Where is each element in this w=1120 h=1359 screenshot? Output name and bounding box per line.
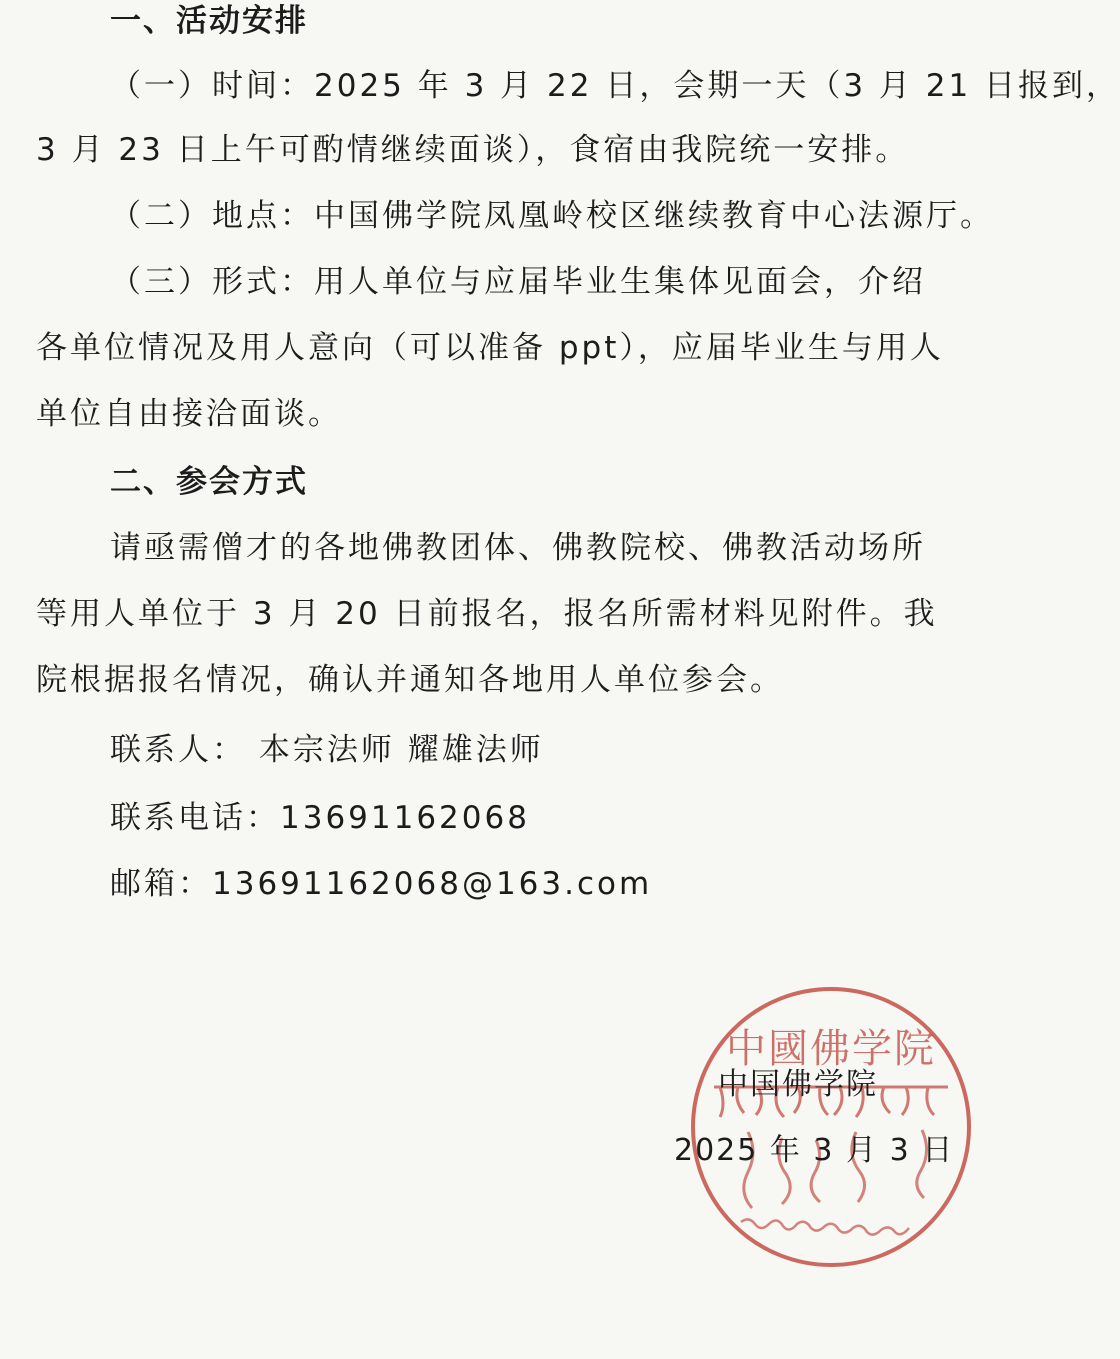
- seal-uyghur-script: [741, 1219, 909, 1234]
- paragraph-format-line-3: 单位自由接洽面谈。: [36, 396, 342, 432]
- seal-title: 中國佛学院: [726, 1026, 936, 1072]
- paragraph-location: （二）地点：中国佛学院凤凰岭校区继续教育中心法源厅。: [110, 198, 994, 234]
- contact-email: 邮箱：13691162068@163.com: [110, 866, 653, 902]
- contact-person: 联系人： 本宗法师 耀雄法师: [110, 732, 544, 768]
- paragraph-participation-line-1: 请亟需僧才的各地佛教团体、佛教院校、佛教活动场所: [110, 530, 926, 566]
- paragraph-participation-line-3: 院根据报名情况，确认并通知各地用人单位参会。: [36, 662, 784, 698]
- signature-date: 2025 年 3 月 3 日: [674, 1133, 955, 1168]
- paragraph-time-line-1: （一）时间：2025 年 3 月 22 日，会期一天（3 月 21 日报到，: [110, 68, 1120, 104]
- paragraph-participation-line-2: 等用人单位于 3 月 20 日前报名，报名所需材料见附件。我: [36, 596, 938, 632]
- contact-phone: 联系电话：13691162068: [110, 800, 530, 836]
- paragraph-format-line-2: 各单位情况及用人意向（可以准备 ppt），应届毕业生与用人: [36, 330, 944, 366]
- paragraph-time-line-2: 3 月 23 日上午可酌情继续面谈），食宿由我院统一安排。: [36, 132, 910, 168]
- section-heading-activities: 一、活动安排: [110, 3, 308, 39]
- official-seal-stamp: [686, 982, 976, 1272]
- section-heading-participation: 二、参会方式: [110, 464, 308, 500]
- paragraph-format-line-1: （三）形式：用人单位与应届毕业生集体见面会，介绍: [110, 264, 926, 300]
- signature-organization: 中国佛学院: [718, 1067, 878, 1102]
